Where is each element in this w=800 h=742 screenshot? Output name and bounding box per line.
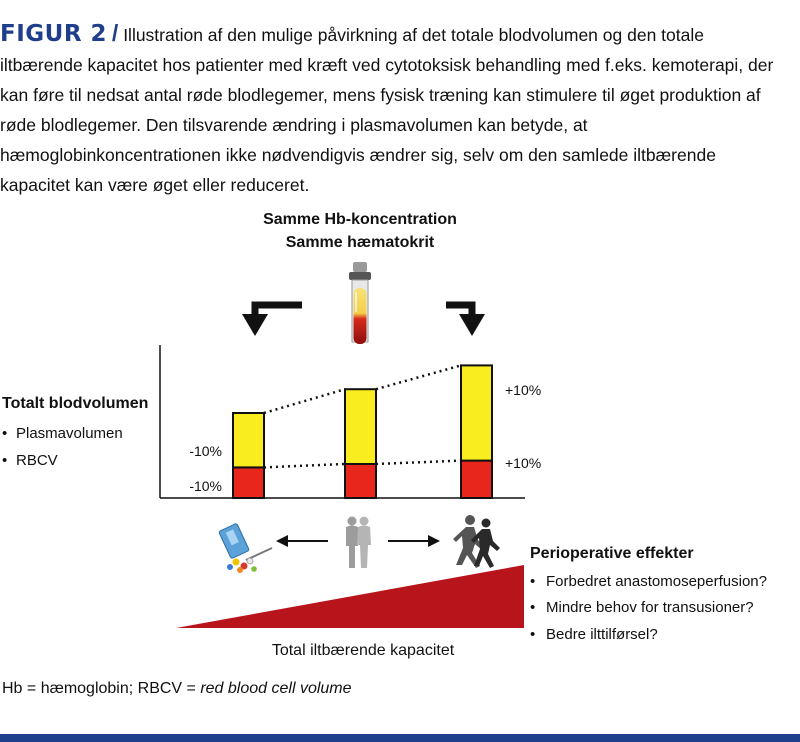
left-rbcv-change-label: -10%	[189, 478, 222, 494]
capacity-wedge	[176, 565, 524, 628]
caption-text: Illustration af den mulige påvirkning af det totale blodvolumen og den totale iltbærende kapacitet hos patienter med kræft ved cytotoksisk behandling med f.eks. kemoterapi, der kan føre til nedsat antal røde blodlegemer, mens fysisk træning kan stimulere til øget produktion af røde blodlegemer. Den tilsvarende ændring i plasmavolumen kan betyde, at hæmoglobinkoncentrationen ikke nødvendigvis ændrer sig, selv om den samlede iltbærende kapacitet kan være øget eller reduceret.	[0, 25, 774, 195]
capacity-label: Total iltbærende kapacitet	[271, 642, 455, 659]
right-plasma-change-label: +10%	[505, 382, 542, 398]
perioperative-title: Perioperative effekter	[530, 545, 694, 562]
right-arrow-icon	[388, 535, 440, 547]
right-rbcv-change-label: +10%	[505, 455, 542, 471]
perioperative-bullet-1: •	[530, 573, 536, 590]
dotted-line-top-2	[376, 365, 461, 389]
legend-bullet-2: •	[2, 452, 8, 469]
chemotherapy-drugs-icon	[219, 523, 272, 573]
perioperative-item-1: Forbedret anastomoseperfusion?	[546, 573, 767, 590]
bar-plasma-2	[461, 365, 492, 460]
figure-label: FIGUR 2	[0, 21, 108, 47]
legend-item-plasma: Plasmavolumen	[16, 425, 123, 442]
legend-bullet-1: •	[2, 425, 8, 442]
left-plasma-change-label: -10%	[189, 443, 222, 459]
bar-rbcv-1	[345, 464, 376, 498]
figure-slash: /	[111, 20, 119, 46]
left-arrow-icon	[276, 535, 328, 547]
bar-plasma-0	[233, 413, 264, 467]
perioperative-bullet-3: •	[530, 626, 536, 643]
perioperative-item-3: Bedre ilttilførsel?	[546, 626, 658, 643]
people-silhouette-icon	[346, 517, 371, 569]
legend-title: Totalt blodvolumen	[2, 395, 149, 412]
runners-icon	[453, 515, 500, 568]
footnote-prefix: Hb = hæmoglobin; RBCV =	[2, 680, 201, 697]
same-hb-label: Samme Hb-koncentration	[263, 211, 457, 228]
dotted-line-mid-2	[376, 461, 461, 464]
bar-plasma-1	[345, 389, 376, 464]
footnote-italic: red blood cell volume	[200, 680, 352, 697]
left-curved-arrow-icon	[242, 305, 302, 336]
bar-rbcv-0	[233, 467, 264, 498]
blood-test-tube-icon	[349, 262, 371, 344]
dotted-line-mid-1	[264, 464, 345, 467]
same-hematocrit-label: Samme hæmatokrit	[285, 234, 435, 251]
bar-group	[233, 365, 492, 498]
bar-rbcv-2	[461, 461, 492, 498]
bottom-accent-bar	[0, 734, 800, 742]
footnote	[2, 680, 352, 698]
dotted-line-top-1	[264, 389, 345, 413]
right-curved-arrow-icon	[446, 305, 485, 336]
legend-item-rbcv: RBCV	[16, 452, 58, 469]
perioperative-item-2: Mindre behov for transusioner?	[546, 599, 754, 616]
perioperative-bullet-2: •	[530, 599, 536, 616]
